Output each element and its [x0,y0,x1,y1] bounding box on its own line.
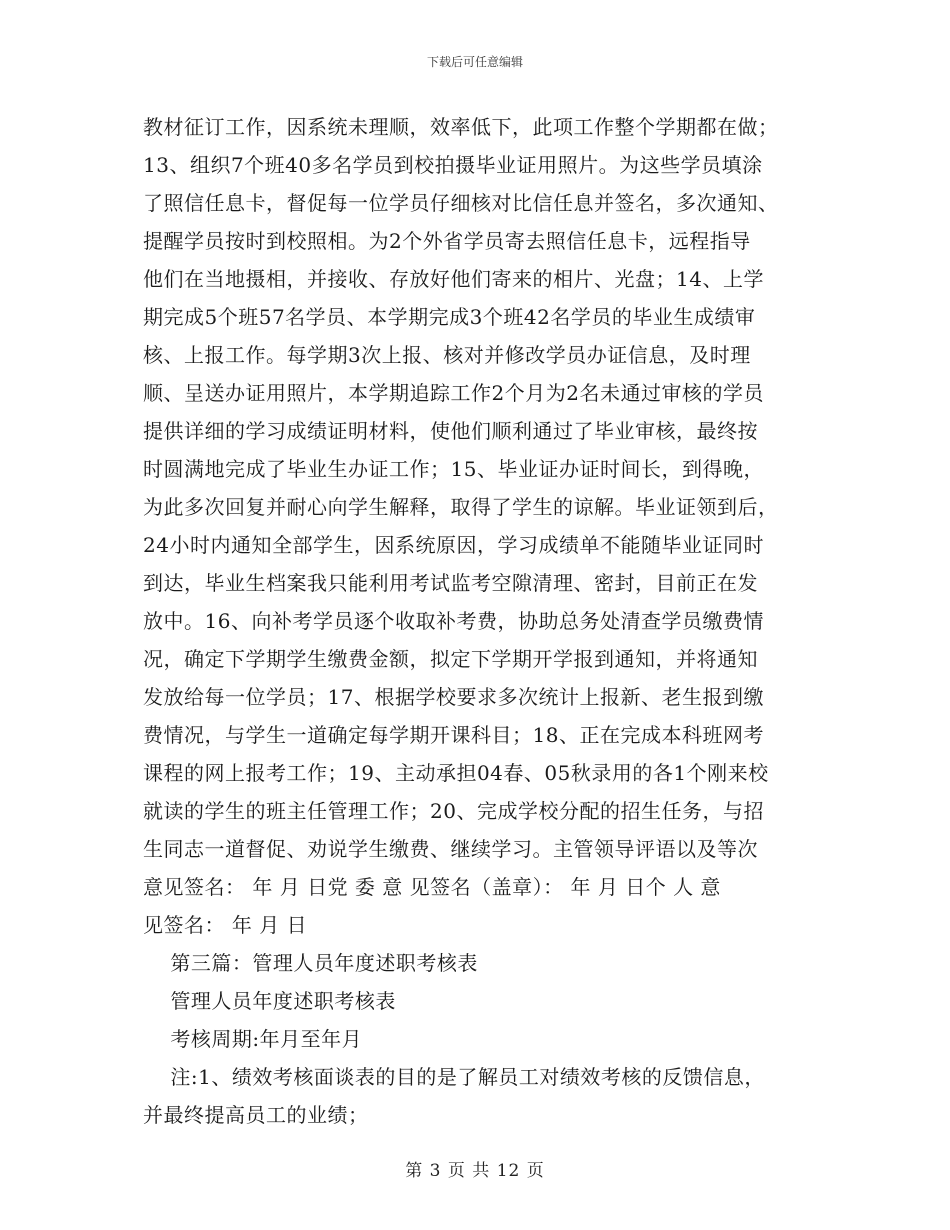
body-line: 放中。16、向补考学员逐个收取补考费，协助总务处清查学员缴费情 [143,609,764,633]
body-line: 提醒学员按时到校照相。为2个外省学员寄去照信任息卡，远程指导 [143,229,751,253]
body-line: 为此多次回复并耐心向学生解释，取得了学生的谅解。毕业证领到后， [143,495,779,519]
body-line: 况，确定下学期学生缴费金额，拟定下学期开学报到通知，并将通知 [143,647,758,671]
body-line: 教材征订工作，因系统未理顺，效率低下，此项工作整个学期都在做； [143,115,779,139]
section-heading: 第三篇：管理人员年度述职考核表 [143,951,478,975]
body-line: 意见签名： 年 月 日党 委 意 见签名（盖章）： 年 月 日个 人 意 [143,875,721,899]
body-line: 到达，毕业生档案我只能利用考试监考空隙清理、密封，目前正在发 [143,571,758,595]
note-line: 注:1、绩效考核面谈表的目的是了解员工对绩效考核的反馈信息， [143,1065,765,1089]
body-line: 见签名： 年 月 日 [143,913,308,937]
body-line: 课程的网上报考工作；19、主动承担04春、05秋录用的各1个刚来校 [143,761,769,785]
page-header-note: 下载后可任意编辑 [426,55,523,69]
body-line: 提供详细的学习成绩证明材料，使他们顺利通过了毕业审核，最终按 [143,419,758,443]
body-line: 期完成5个班57名学员、本学期完成3个班42名学员的毕业生成绩审 [143,305,756,329]
assessment-period: 考核周期:年月至年月 [143,1027,363,1051]
body-line: 顺、呈送办证用照片，本学期追踪工作2个月为2名未通过审核的学员 [143,381,764,405]
form-title: 管理人员年度述职考核表 [143,989,396,1013]
body-line: 并最终提高员工的业绩； [143,1103,369,1127]
body-line: 发放给每一位学员；17、根据学校要求多次统计上报新、老生报到缴 [143,685,764,709]
body-line: 生同志一道督促、劝说学生缴费、继续学习。主管领导评语以及等次 [143,837,758,861]
body-line: 就读的学生的班主任管理工作；20、完成学校分配的招生任务，与招 [143,799,764,823]
page-number: 第 3 页 共 12 页 [405,1161,545,1181]
body-line: 核、上报工作。每学期3次上报、核对并修改学员办证信息，及时理 [143,343,751,367]
body-line: 时圆满地完成了毕业生办证工作；15、毕业证办证时间长，到得晚， [143,457,764,481]
body-line: 费情况，与学生一道确定每学期开课科目；18、正在完成本科班网考 [143,723,764,747]
body-line: 他们在当地摄相，并接收、存放好他们寄来的相片、光盘；14、上学 [143,267,764,291]
body-line: 13、组织7个班40多名学员到校拍摄毕业证用照片。为这些学员填涂 [143,153,763,177]
body-line: 24小时内通知全部学生，因系统原因，学习成绩单不能随毕业证同时 [143,533,764,557]
body-line: 了照信任息卡，督促每一位学员仔细核对比信任息并签名，多次通知、 [143,191,779,215]
